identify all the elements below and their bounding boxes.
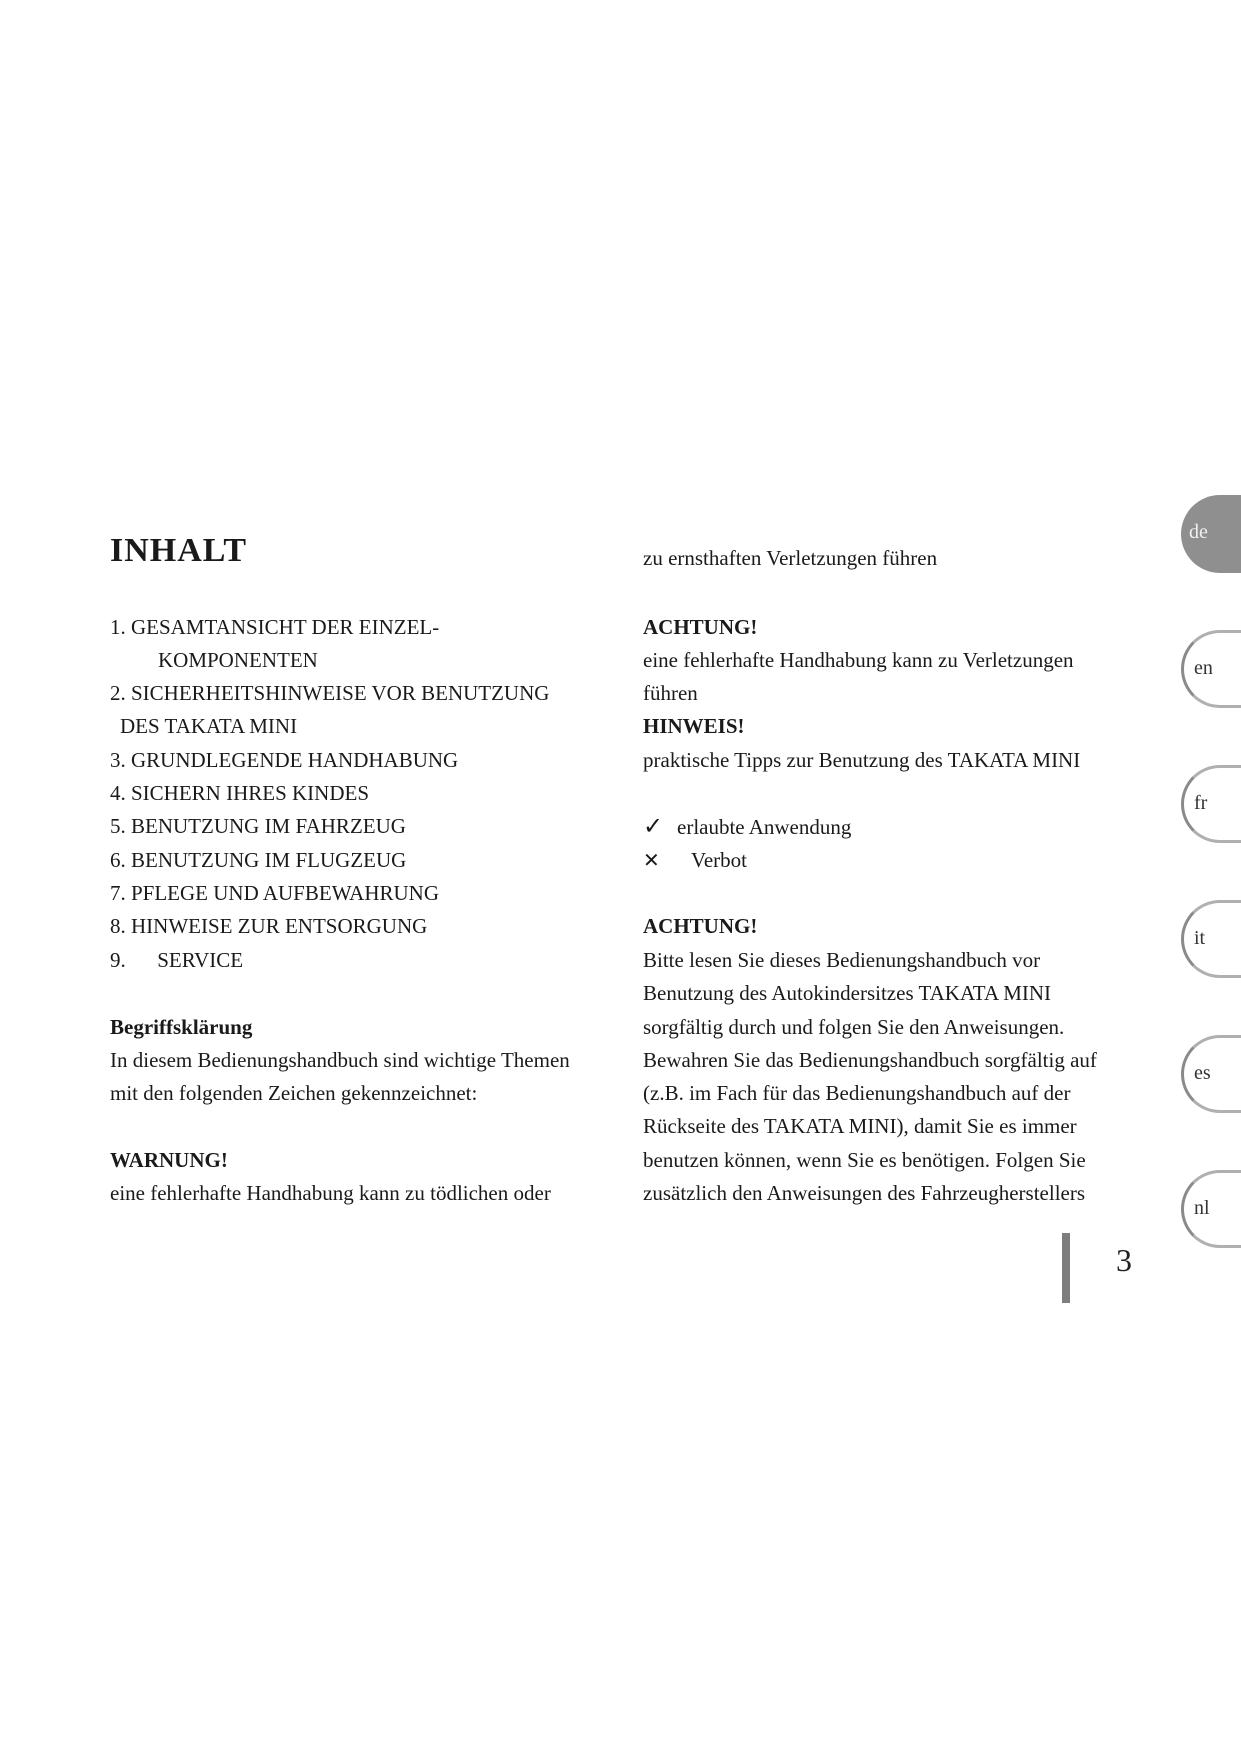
language-tab-fr[interactable] bbox=[1181, 765, 1241, 843]
warning-text-line: zu ernsthaften Verletzungen führen bbox=[643, 546, 938, 570]
warning-heading: WARNUNG! bbox=[110, 1148, 228, 1172]
caution-heading: ACHTUNG! bbox=[643, 615, 758, 639]
toc-item: 5. BENUTZUNG IM FAHRZEUG bbox=[110, 814, 406, 838]
allowed-label: erlaubte Anwendung bbox=[677, 815, 852, 839]
toc-item: 3. GRUNDLEGENDE HANDHABUNG bbox=[110, 748, 459, 772]
toc-item: DES TAKATA MINI bbox=[120, 714, 298, 738]
forbidden-legend bbox=[643, 848, 747, 872]
forbidden-label: Verbot bbox=[691, 848, 747, 872]
page-number-bar bbox=[1062, 1233, 1070, 1303]
attention-text-line: Bewahren Sie das Bedienungshandbuch sorgfältig auf bbox=[643, 1048, 1097, 1072]
note-text-line: praktische Tipps zur Benutzung des TAKATA MINI bbox=[643, 748, 1081, 772]
toc-item: 2. SICHERHEITSHINWEISE VOR BENUTZUNG bbox=[110, 681, 550, 705]
toc-title: INHALT bbox=[110, 532, 248, 569]
attention-text-line: sorgfältig durch und folgen Sie den Anweisungen. bbox=[643, 1015, 1065, 1039]
attention-text-line: zusätzlich den Anweisungen des Fahrzeugherstellers bbox=[643, 1181, 1086, 1205]
language-tab-label: it bbox=[1194, 927, 1206, 949]
attention-text-line: Bitte lesen Sie dieses Bedienungshandbuch vor bbox=[643, 948, 1041, 972]
definitions-intro-line: In diesem Bedienungshandbuch sind wichtige Themen bbox=[110, 1048, 570, 1072]
toc-item: 4. SICHERN IHRES KINDES bbox=[110, 781, 370, 805]
language-tab-label: fr bbox=[1194, 792, 1208, 814]
attention-heading: ACHTUNG! bbox=[643, 914, 758, 938]
toc-item: 8. HINWEISE ZUR ENTSORGUNG bbox=[110, 914, 428, 938]
allowed-legend bbox=[643, 814, 851, 839]
language-tab-de[interactable] bbox=[1181, 495, 1241, 573]
warning-text-line: eine fehlerhafte Handhabung kann zu tödlichen oder bbox=[110, 1181, 551, 1205]
language-tab-label: es bbox=[1194, 1062, 1211, 1084]
caution-text-line: eine fehlerhafte Handhabung kann zu Verletzungen bbox=[643, 648, 1074, 672]
toc-item: 6. BENUTZUNG IM FLUGZEUG bbox=[110, 848, 407, 872]
attention-text-line: Benutzung des Autokindersitzes TAKATA MINI bbox=[643, 981, 1052, 1005]
attention-text-line: (z.B. im Fach für das Bedienungshandbuch auf der bbox=[643, 1081, 1071, 1105]
language-tab-es[interactable] bbox=[1181, 1035, 1241, 1113]
toc-item: 9. SERVICE bbox=[110, 948, 244, 972]
toc-item: KOMPONENTEN bbox=[158, 648, 318, 672]
definitions-heading: Begriffsklärung bbox=[110, 1015, 253, 1039]
attention-text-line: Rückseite des TAKATA MINI), damit Sie es immer bbox=[643, 1114, 1077, 1138]
language-tab-en[interactable] bbox=[1181, 630, 1241, 708]
definitions-intro-line: mit den folgenden Zeichen gekennzeichnet: bbox=[110, 1081, 478, 1105]
language-tab-nl[interactable] bbox=[1181, 1170, 1241, 1248]
language-tab-it[interactable] bbox=[1181, 900, 1241, 978]
checkmark-icon: ✓ bbox=[643, 812, 664, 840]
attention-text-line: benutzen können, wenn Sie es benötigen. Folgen Sie bbox=[643, 1148, 1086, 1172]
note-heading: HINWEIS! bbox=[643, 714, 745, 738]
page-number: 3 bbox=[1116, 1242, 1132, 1278]
language-tab-label: de bbox=[1189, 521, 1208, 543]
language-tab-label: en bbox=[1194, 657, 1213, 679]
caution-text-line: führen bbox=[643, 681, 698, 705]
toc-item: 1. GESAMTANSICHT DER EINZEL- bbox=[110, 615, 440, 639]
toc-item: 7. PFLEGE UND AUFBEWAHRUNG bbox=[110, 881, 440, 905]
language-tab-label: nl bbox=[1194, 1197, 1210, 1219]
cross-icon: ✕ bbox=[643, 848, 660, 872]
